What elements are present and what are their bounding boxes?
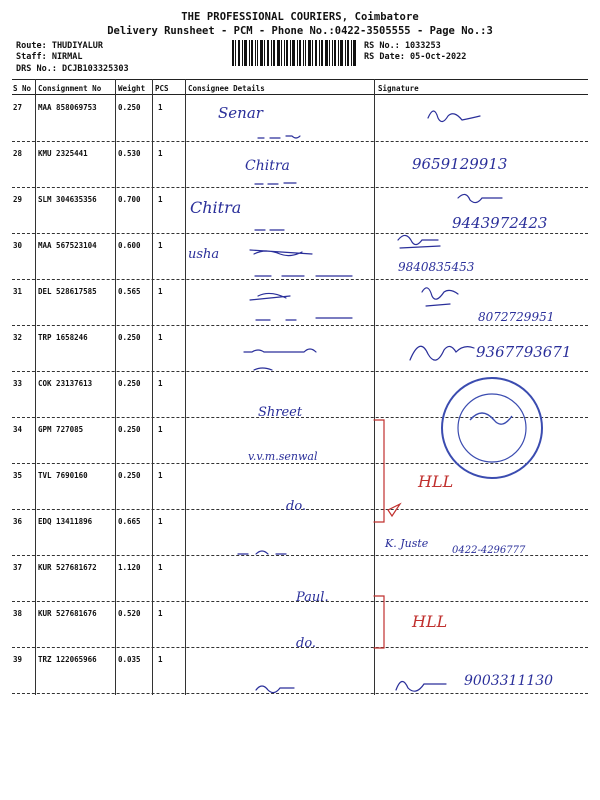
- handwritten-phone: 9367793671: [476, 343, 572, 361]
- row-cons: MAA 858069753: [38, 103, 97, 112]
- row-sno: 27: [13, 103, 23, 112]
- row-weight: 0.250: [118, 425, 141, 434]
- row-divider: [12, 463, 588, 464]
- signature-scribble: [410, 346, 474, 360]
- row-weight: 0.250: [118, 471, 141, 480]
- bracket-mark: [374, 596, 384, 648]
- row-weight: 0.600: [118, 241, 141, 250]
- row-sno: 32: [13, 333, 23, 342]
- row-divider: [12, 693, 588, 694]
- bracket-mark: [374, 420, 384, 522]
- handwritten-signature: HLL: [418, 472, 454, 491]
- row-cons: TVL 7690160: [38, 471, 88, 480]
- address-scribble: [256, 686, 294, 693]
- row-cons: GPM 727085: [38, 425, 84, 434]
- row-weight: 0.250: [118, 333, 141, 342]
- handwritten-phone: 8072729951: [478, 310, 555, 324]
- row-cons: TRP 1658246: [38, 333, 88, 342]
- col-sno: S No: [13, 84, 32, 93]
- row-pcs: 1: [158, 149, 163, 158]
- row-cons: MAA 567523104: [38, 241, 97, 250]
- handwritten-phone: 9003311130: [464, 673, 554, 689]
- row-sno: 38: [13, 609, 23, 618]
- table-top-rule: [12, 79, 588, 80]
- row-pcs: 1: [158, 517, 163, 526]
- row-sno: 36: [13, 517, 23, 526]
- row-weight: 0.520: [118, 609, 141, 618]
- arrow-mark: [388, 504, 400, 516]
- row-pcs: 1: [158, 609, 163, 618]
- row-pcs: 1: [158, 563, 163, 572]
- row-sno: 34: [13, 425, 23, 434]
- row-sno: 30: [13, 241, 23, 250]
- row-cons: KUR 527681672: [38, 563, 97, 572]
- staff-label: Staff: NIRMAL: [16, 52, 83, 62]
- row-cons: EDQ 13411896: [38, 517, 93, 526]
- address-scribble: [238, 551, 286, 554]
- row-sno: 35: [13, 471, 23, 480]
- row-sno: 39: [13, 655, 23, 664]
- handwritten-name: Chitra: [245, 158, 290, 174]
- row-weight: 0.035: [118, 655, 141, 664]
- row-weight: 0.565: [118, 287, 141, 296]
- handwritten-name: Shreet: [258, 405, 303, 420]
- col-signature: Signature: [378, 84, 419, 93]
- row-pcs: 1: [158, 333, 163, 342]
- col-divider: [152, 79, 153, 695]
- row-sno: 31: [13, 287, 23, 296]
- row-weight: 0.250: [118, 379, 141, 388]
- row-pcs: 1: [158, 103, 163, 112]
- row-sno: 37: [13, 563, 23, 572]
- row-divider: [12, 279, 588, 280]
- col-divider: [35, 79, 36, 695]
- row-divider: [12, 233, 588, 234]
- signature-scribble: [422, 288, 458, 306]
- handwritten-ditto: do.: [296, 636, 317, 651]
- row-weight: 0.700: [118, 195, 141, 204]
- row-sno: 29: [13, 195, 23, 204]
- signature-scribble: [428, 111, 480, 122]
- row-cons: KUR 527681676: [38, 609, 97, 618]
- row-weight: 1.120: [118, 563, 141, 572]
- col-divider: [185, 79, 186, 695]
- row-pcs: 1: [158, 471, 163, 480]
- row-weight: 0.665: [118, 517, 141, 526]
- strike-scribble: [250, 293, 290, 300]
- table-header-rule: [12, 94, 588, 95]
- row-sno: 33: [13, 379, 23, 388]
- handwritten-phone: 9659129913: [412, 155, 508, 173]
- row-cons: KMU 2325441: [38, 149, 88, 158]
- address-scribble: [258, 136, 300, 138]
- signature-scribble: [396, 681, 446, 691]
- col-consignment: Consignment No: [38, 84, 102, 93]
- handwritten-name: Paul.: [296, 590, 329, 605]
- col-consignee: Consignee Details: [188, 84, 265, 93]
- row-pcs: 1: [158, 379, 163, 388]
- rs-number: RS No.: 1033253: [364, 41, 441, 51]
- signature-scribble: [398, 235, 440, 248]
- address-scribble: [255, 183, 296, 184]
- company-title: THE PROFESSIONAL COURIERS, Coimbatore: [181, 11, 419, 23]
- row-sno: 28: [13, 149, 23, 158]
- address-scribble: [244, 349, 316, 370]
- handwritten-phone: 9443972423: [452, 214, 548, 232]
- row-pcs: 1: [158, 287, 163, 296]
- barcode: [232, 40, 356, 66]
- handwritten-phone: 9840835453: [398, 260, 475, 274]
- row-divider: [12, 141, 588, 142]
- rs-date: RS Date: 05-Oct-2022: [364, 52, 467, 62]
- col-pcs: PCS: [155, 84, 169, 93]
- row-cons: SLM 304635356: [38, 195, 97, 204]
- handwritten-name: Senar: [218, 104, 263, 122]
- handwritten-phone: 0422-4296777: [452, 545, 526, 556]
- row-divider: [12, 371, 588, 372]
- row-cons: COK 23137613: [38, 379, 93, 388]
- row-pcs: 1: [158, 241, 163, 250]
- row-pcs: 1: [158, 425, 163, 434]
- drs-number: DRS No.: DCJB103325303: [16, 64, 129, 74]
- handwritten-name: usha: [188, 247, 220, 262]
- col-weight: Weight: [118, 84, 146, 93]
- route-label: Route: THUDIYALUR: [16, 41, 103, 51]
- row-divider: [12, 187, 588, 188]
- row-weight: 0.250: [118, 103, 141, 112]
- col-divider: [374, 79, 375, 695]
- address-scribble: [256, 318, 352, 320]
- handwritten-ditto: do.: [286, 499, 307, 514]
- runsheet-title: Delivery Runsheet - PCM - Phone No.:0422-3505555 - Page No.:3: [107, 25, 493, 37]
- row-divider: [12, 325, 588, 326]
- handwritten-signature: K. Juste: [385, 537, 429, 550]
- col-divider: [115, 79, 116, 695]
- handwritten-signature: HLL: [412, 612, 448, 631]
- row-cons: DEL 528617585: [38, 287, 97, 296]
- row-pcs: 1: [158, 655, 163, 664]
- handwritten-address: v.v.m.senwal: [248, 450, 318, 463]
- row-weight: 0.530: [118, 149, 141, 158]
- row-cons: TRZ 122065966: [38, 655, 97, 664]
- signature-scribble: [458, 194, 502, 202]
- strike-scribble: [250, 250, 312, 256]
- row-pcs: 1: [158, 195, 163, 204]
- handwritten-name: Chitra: [190, 198, 242, 217]
